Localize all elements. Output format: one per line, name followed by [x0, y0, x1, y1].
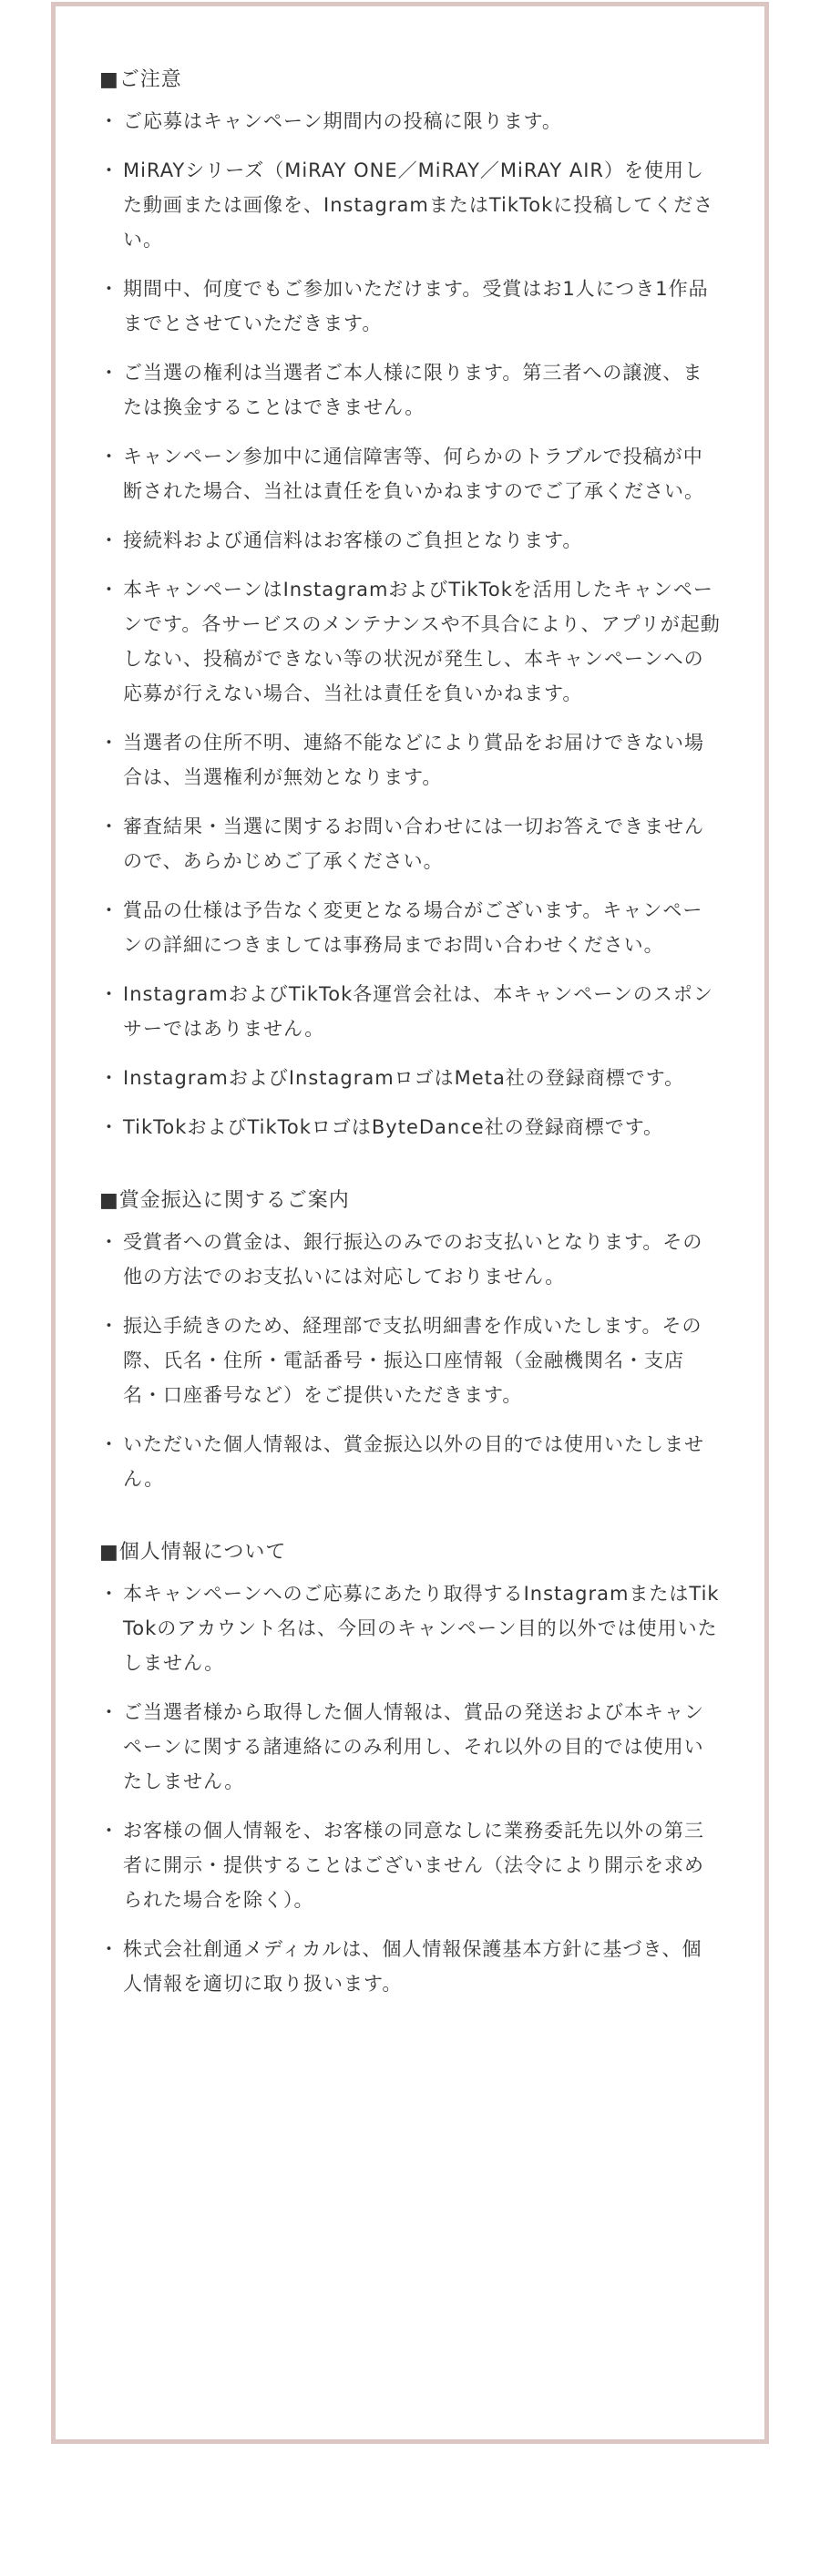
- section-prize-transfer: [99, 1183, 721, 1496]
- bullet: ・: [99, 159, 119, 181]
- bullet: ・: [99, 362, 119, 384]
- prize-transfer-list: [99, 1225, 721, 1496]
- list-item: [99, 1813, 721, 1917]
- item-text: 株式会社創通メディカルは、個人情報保護基本方針に基づき、個人情報を適切に取り扱います。: [123, 1938, 702, 1995]
- item-text: 本キャンペーンへのご応募にあたり取得するInstagramまたはTikTokのアカウント名は、今回のキャンペーン目的以外では使用いたしません。: [123, 1583, 720, 1674]
- section-notes: [99, 62, 721, 1144]
- item-text: InstagramおよびTikTok各運営会社は、本キャンペーンのスポンサーではありません。: [123, 983, 713, 1040]
- item-text: 接続料および通信料はお客様のご負担となります。: [123, 529, 583, 551]
- list-item: [99, 355, 721, 425]
- list-item: [99, 1225, 721, 1294]
- list-item: [99, 1932, 721, 2001]
- item-text: ご当選者様から取得した個人情報は、賞品の発送および本キャンペーンに関する諸連絡にのみ利用し、それ以外の目的では使用いたしません。: [123, 1701, 704, 1792]
- item-text: MiRAYシリーズ（MiRAY ONE／MiRAY／MiRAY AIR）を使用した動画または画像を、InstagramまたはTikTokに投稿してください。: [123, 159, 714, 251]
- section-heading: ■個人情報について: [99, 1541, 287, 1564]
- item-text: キャンペーン参加中に通信障害等、何らかのトラブルで投稿が中断された場合、当社は責任を負いかねますのでご了承ください。: [123, 446, 704, 502]
- item-text: 審査結果・当選に関するお問い合わせには一切お答えできませんので、あらかじめご了承ください。: [123, 816, 704, 872]
- list-item: [99, 1110, 721, 1144]
- bullet: ・: [99, 732, 119, 754]
- privacy-list: [99, 1576, 721, 2001]
- item-text: ご応募はキャンペーン期間内の投稿に限ります。: [123, 110, 562, 132]
- item-text: 受賞者への賞金は、銀行振込のみでのお支払いとなります。その他の方法でのお支払いには対応しておりません。: [123, 1231, 703, 1288]
- item-text: いただいた個人情報は、賞金振込以外の目的では使用いたしません。: [123, 1433, 704, 1490]
- bullet: ・: [99, 1067, 119, 1089]
- bullet: ・: [99, 529, 119, 551]
- list-item: [99, 977, 721, 1046]
- bullet: ・: [99, 1820, 119, 1842]
- list-item: [99, 153, 721, 257]
- bullet: ・: [99, 1231, 119, 1253]
- list-item: [99, 1061, 721, 1095]
- item-text: ご当選の権利は当選者ご本人様に限ります。第三者への譲渡、または換金することはできません。: [123, 362, 703, 418]
- list-item: [99, 272, 721, 341]
- section-heading: ■賞金振込に関するご案内: [99, 1189, 350, 1212]
- notice-box: [51, 2, 769, 2444]
- list-item: [99, 104, 721, 139]
- item-text: 振込手続きのため、経理部で支払明細書を作成いたします。その際、氏名・住所・電話番号・振込口座情報（金融機関名・支店名・口座番号など）をご提供いただきます。: [123, 1315, 702, 1406]
- list-item: [99, 572, 721, 711]
- item-text: 本キャンペーンはInstagramおよびTikTokを活用したキャンペーンです。各サービスのメンテナンスや不具合により、アプリが起動しない、投稿ができない等の状況が発生し、本キャンペーンへの応募が行えない場合、当社は責任を負いかねます。: [123, 579, 721, 704]
- bullet: ・: [99, 1701, 119, 1723]
- list-item: [99, 523, 721, 558]
- bullet: ・: [99, 983, 119, 1005]
- list-item: [99, 1427, 721, 1496]
- item-text: 賞品の仕様は予告なく変更となる場合がございます。キャンペーンの詳細につきましては事務局までお問い合わせください。: [123, 899, 703, 956]
- section-privacy: [99, 1534, 721, 2001]
- item-text: TikTokおよびTikTokロゴはByteDance社の登録商標です。: [123, 1116, 664, 1138]
- item-text: InstagramおよびInstagramロゴはMeta社の登録商標です。: [123, 1067, 685, 1089]
- bullet: ・: [99, 1116, 119, 1138]
- bullet: ・: [99, 579, 119, 600]
- list-item: [99, 439, 721, 508]
- bullet: ・: [99, 1433, 119, 1455]
- list-item: [99, 1576, 721, 1680]
- item-text: お客様の個人情報を、お客様の同意なしに業務委託先以外の第三者に開示・提供することはございません（法令により開示を求められた場合を除く）。: [123, 1820, 704, 1911]
- item-text: 期間中、何度でもご参加いただけます。受賞はお1人につき1作品までとさせていただきます。: [123, 278, 709, 334]
- list-item: [99, 893, 721, 962]
- notes-list: [99, 104, 721, 1144]
- bullet: ・: [99, 1938, 119, 1960]
- bullet: ・: [99, 1315, 119, 1337]
- item-text: 当選者の住所不明、連絡不能などにより賞品をお届けできない場合は、当選権利が無効となります。: [123, 732, 704, 788]
- bullet: ・: [99, 446, 119, 467]
- list-item: [99, 809, 721, 878]
- list-item: [99, 725, 721, 795]
- bullet: ・: [99, 278, 119, 300]
- list-item: [99, 1695, 721, 1799]
- bullet: ・: [99, 110, 119, 132]
- bullet: ・: [99, 899, 119, 921]
- list-item: [99, 1309, 721, 1412]
- section-heading: ■ご注意: [99, 68, 182, 91]
- bullet: ・: [99, 1583, 119, 1605]
- bullet: ・: [99, 816, 119, 837]
